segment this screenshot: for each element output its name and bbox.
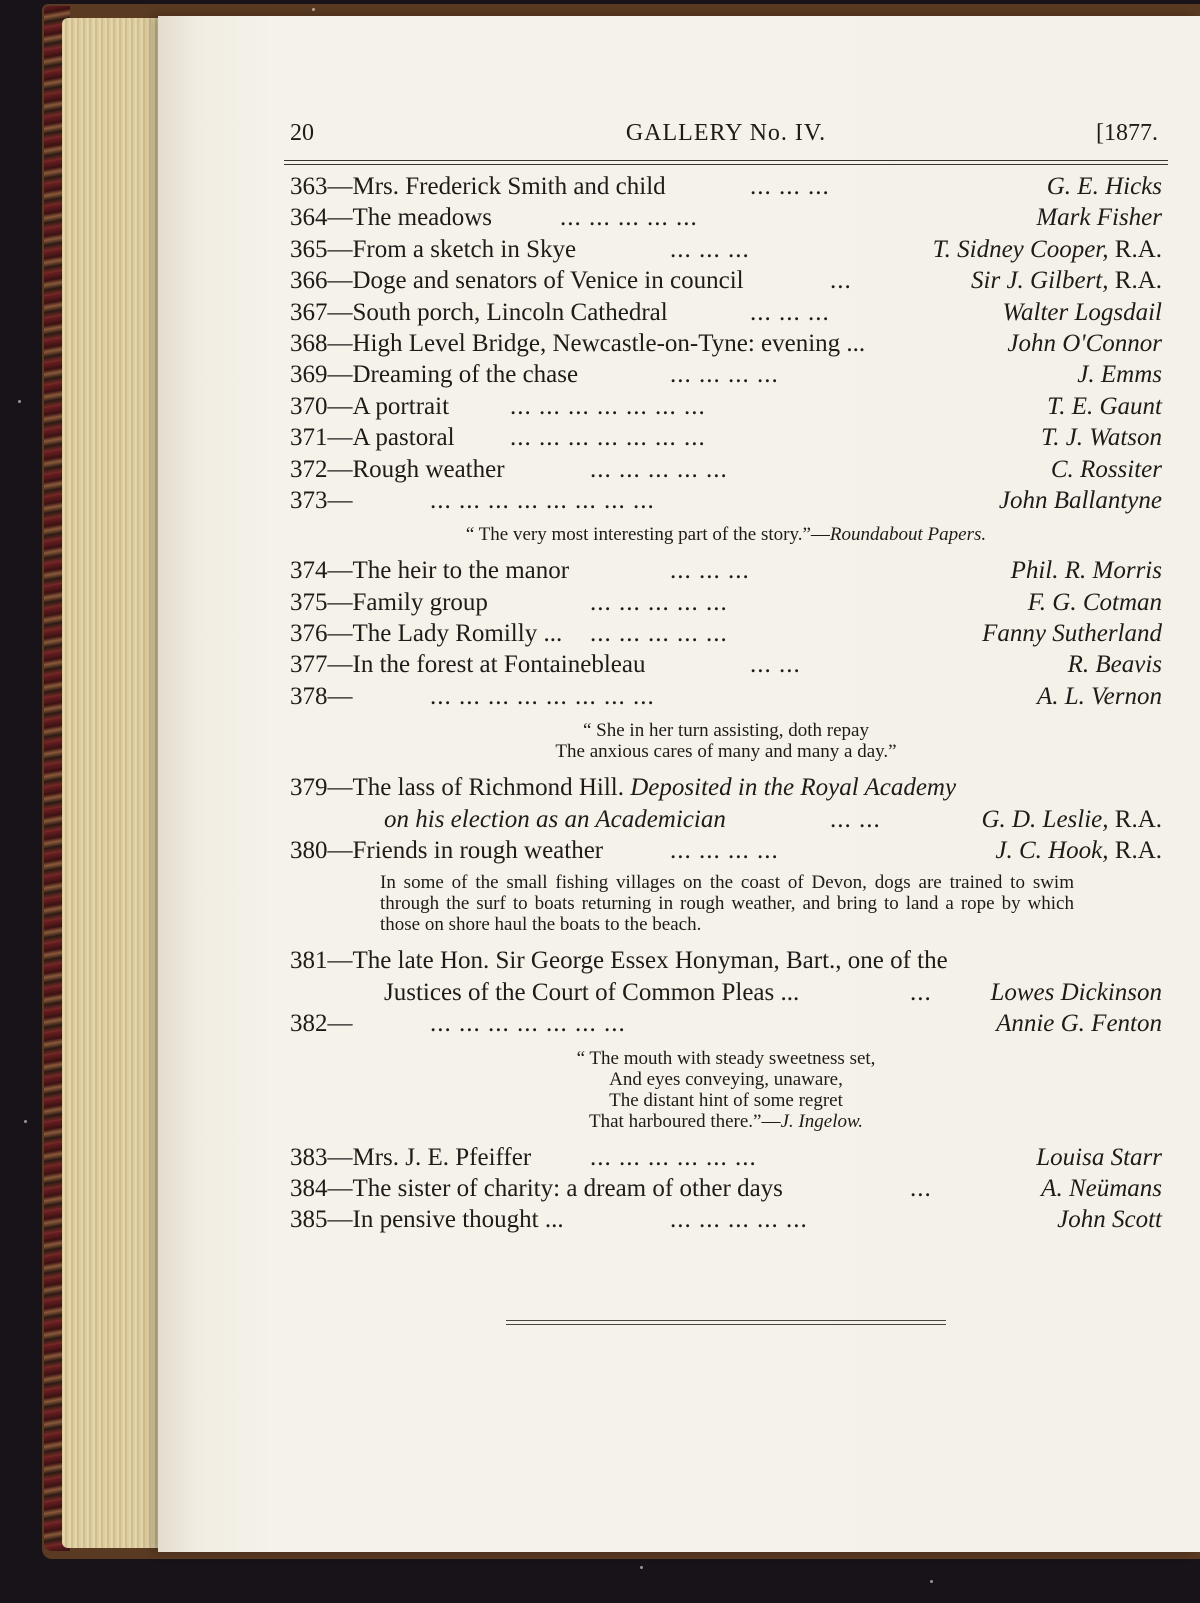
entry-artist: T. Sidney Cooper, R.A. xyxy=(932,235,1162,263)
quote-line: The anxious cares of many and many a day.” xyxy=(555,741,897,763)
quote-382 xyxy=(290,1048,1162,1132)
catalogue-entry-368 xyxy=(290,328,1162,359)
entry-title-continued: on his election as an Academician xyxy=(384,805,726,833)
catalogue-entry-385 xyxy=(290,1204,1162,1235)
entry-title: 371—A pastoral xyxy=(290,424,455,452)
gallery-title: GALLERY No. IV. xyxy=(625,120,827,146)
entry-title: 365—From a sketch in Skye xyxy=(290,235,577,263)
header-rule xyxy=(284,160,1168,165)
background-speck xyxy=(312,8,315,11)
quote-line: That harboured there.”—J. Ingelow. xyxy=(589,1110,863,1132)
entry-title: 384—The sister of charity: a dream of other days xyxy=(290,1174,783,1202)
catalogue-entry-365 xyxy=(290,234,1162,265)
entry-title: 375—Family group xyxy=(290,588,488,616)
catalogue-entry-373 xyxy=(290,485,1162,516)
catalogue-entry-383 xyxy=(290,1142,1162,1173)
entry-artist: F. G. Cotman xyxy=(1027,588,1162,616)
catalogue-entry-371 xyxy=(290,422,1162,453)
catalogue-entry-382 xyxy=(290,1008,1162,1039)
entry-leader-dots: ... xyxy=(910,1174,932,1202)
entry-leader-dots: ... xyxy=(830,267,852,295)
entry-artist: Louisa Starr xyxy=(1036,1143,1162,1171)
entry-leader-dots: ... ... ... ... ... ... ... xyxy=(510,392,706,420)
entry-artist: Walter Logsdail xyxy=(1002,298,1162,326)
entry-title: 378— xyxy=(290,682,353,710)
quote-line: And eyes conveying, unaware, xyxy=(609,1068,843,1090)
entry-title: 373— xyxy=(290,486,353,514)
entry-leader-dots: ... ... ... ... ... ... ... xyxy=(430,1010,626,1038)
entry-title: 372—Rough weather xyxy=(290,455,505,483)
entry-leader-dots: ... ... ... ... ... ... xyxy=(590,1143,757,1171)
catalogue-entry-370 xyxy=(290,391,1162,422)
entry-artist: John Scott xyxy=(1057,1206,1162,1234)
entry-title: 380—Friends in rough weather xyxy=(290,837,604,865)
background-speck xyxy=(640,1566,643,1569)
catalogue-entry-366 xyxy=(290,265,1162,296)
entry-title: 376—The Lady Romilly ... xyxy=(290,620,563,648)
entries-group-c xyxy=(290,1142,1162,1236)
entry-leader-dots: ... ... ... xyxy=(750,173,830,200)
background-speck xyxy=(18,400,21,403)
entry-title: 366—Doge and senators of Venice in council xyxy=(290,267,744,295)
entry-artist: John O'Connor xyxy=(1007,329,1162,357)
entries-group-a xyxy=(290,171,1162,516)
entry-artist: J. Emms xyxy=(1077,361,1162,389)
quote-source: J. Ingelow. xyxy=(780,1110,863,1132)
entry-title: 382— xyxy=(290,1010,353,1038)
catalogue-entry-372 xyxy=(290,454,1162,485)
entry-leader-dots: ... ... xyxy=(750,651,801,679)
entry-title: 369—Dreaming of the chase xyxy=(290,361,579,389)
entry-title: 370—A portrait xyxy=(290,392,450,420)
entry-leader-dots: ... ... ... ... ... ... ... xyxy=(510,424,706,452)
entry-title: 374—The heir to the manor xyxy=(290,557,570,585)
catalogue-entry-379-continued xyxy=(290,804,1162,835)
entry-title: 383—Mrs. J. E. Pfeiffer xyxy=(290,1143,532,1171)
entry-artist: Annie G. Fenton xyxy=(996,1010,1162,1038)
entry-title: 379—The lass of Richmond Hill. Deposited in the Royal Academy xyxy=(290,774,957,802)
quote-line: “ She in her turn assisting, doth repay xyxy=(582,720,869,742)
entry-leader-dots: ... ... ... ... ... xyxy=(590,620,728,648)
entry-leader-dots: ... ... ... ... ... xyxy=(560,204,698,232)
entry-leader-dots: ... ... ... ... ... ... ... ... xyxy=(430,682,655,710)
entry-artist: G. E. Hicks xyxy=(1046,173,1162,200)
catalogue-entry-363 xyxy=(290,171,1162,202)
entry-leader-dots: ... ... ... ... ... ... ... ... xyxy=(430,486,655,514)
entry-leader-dots: ... xyxy=(910,978,932,1006)
catalogue-entry-374 xyxy=(290,555,1162,586)
catalogue-entry-380 xyxy=(290,835,1162,866)
quote-line: The distant hint of some regret xyxy=(609,1089,843,1111)
quote-text: “ The very most interesting part of the story.”— xyxy=(465,524,830,546)
entry-title: 367—South porch, Lincoln Cathedral xyxy=(290,298,668,326)
entry-title: 377—In the forest at Fontainebleau xyxy=(290,651,646,679)
catalogue-entry-378 xyxy=(290,681,1162,712)
background-speck xyxy=(24,1120,27,1123)
entry-artist: John Ballantyne xyxy=(998,486,1162,514)
closing-rule xyxy=(506,1320,946,1325)
entry-title: 381—The late Hon. Sir George Essex Honyman, Bart., one of the xyxy=(290,947,948,975)
catalogue-entry-367 xyxy=(290,297,1162,328)
entry-artist: Fanny Sutherland xyxy=(982,620,1162,648)
catalogue-entry-364 xyxy=(290,202,1162,233)
entry-artist: J. C. Hook, R.A. xyxy=(995,837,1162,865)
entry-leader-dots: ... ... ... xyxy=(670,557,750,585)
entry-artist: Sir J. Gilbert, R.A. xyxy=(971,267,1162,295)
entry-leader-dots: ... ... ... ... xyxy=(670,837,779,865)
entry-artist: T. J. Watson xyxy=(1041,424,1162,452)
year-label: [1877. xyxy=(1096,120,1158,146)
entry-leader-dots: ... ... ... xyxy=(750,298,830,326)
entry-artist: Mark Fisher xyxy=(1036,204,1162,232)
entry-leader-dots: ... ... ... ... xyxy=(670,361,779,389)
entry-artist: T. E. Gaunt xyxy=(1047,392,1162,420)
entry-leader-dots: ... ... ... ... ... xyxy=(670,1206,808,1234)
entries-group-b xyxy=(290,555,1162,712)
background-speck xyxy=(930,1580,933,1583)
entry-leader-dots: ... ... xyxy=(830,805,881,833)
quote-line: “ The mouth with steady sweetness set, xyxy=(576,1047,876,1069)
entry-artist: Lowes Dickinson xyxy=(990,978,1162,1006)
quote-source: Roundabout Papers. xyxy=(829,524,987,546)
entry-artist: A. Neümans xyxy=(1041,1174,1162,1202)
entry-leader-dots: ... ... ... ... ... xyxy=(590,455,728,483)
catalogue-entry-384 xyxy=(290,1173,1162,1204)
entry-artist: G. D. Leslie, R.A. xyxy=(981,805,1162,833)
entry-title-continued: Justices of the Court of Common Pleas ... xyxy=(384,978,800,1006)
quote-373 xyxy=(290,524,1162,545)
entry-artist: A. L. Vernon xyxy=(1037,682,1162,710)
running-head xyxy=(290,112,1162,152)
note-380: In some of the small fishing villages on the coast of Devon, dogs are trained to swim through the surf to boats returning in rough weather, and bring to land a rope by which those on shore haul the boats to the beach. xyxy=(380,872,1074,936)
catalogue-entry-377 xyxy=(290,649,1162,680)
entry-title: 368—High Level Bridge, Newcastle-on-Tyne: evening ... xyxy=(290,329,866,357)
entry-title: 363—Mrs. Frederick Smith and child xyxy=(290,173,666,200)
catalogue-entry-375 xyxy=(290,587,1162,618)
entry-artist: Phil. R. Morris xyxy=(1010,557,1162,585)
page-content xyxy=(290,112,1162,1432)
catalogue-entry-381-continued xyxy=(290,977,1162,1008)
entry-title: 364—The meadows xyxy=(290,204,493,232)
entry-title: 385—In pensive thought ... xyxy=(290,1206,564,1234)
quote-378 xyxy=(290,720,1162,762)
entry-leader-dots: ... ... ... ... ... xyxy=(590,588,728,616)
catalogue-entry-369 xyxy=(290,359,1162,390)
page-number: 20 xyxy=(290,120,314,146)
catalogue-entry-381 xyxy=(290,945,1162,976)
entry-leader-dots: ... ... ... xyxy=(670,235,750,263)
catalogue-entry-379 xyxy=(290,772,1162,803)
entry-artist: R. Beavis xyxy=(1067,651,1162,679)
catalogue-entry-376 xyxy=(290,618,1162,649)
entry-artist: C. Rossiter xyxy=(1050,455,1162,483)
